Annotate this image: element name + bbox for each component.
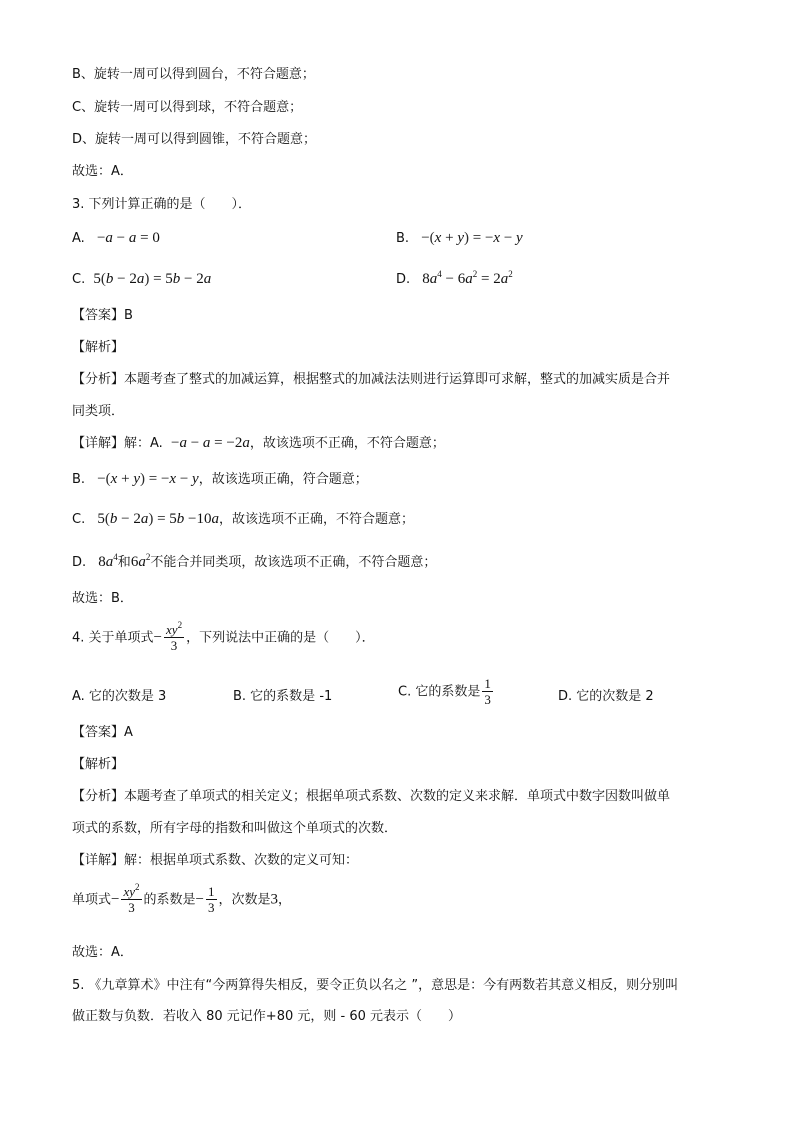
analysis-text: 同类项． — [72, 404, 125, 419]
text-line: D、旋转一周可以得到圆锥，不符合题意； — [72, 132, 317, 147]
option-c: C. 它的系数是 $\frac{1}{3}$ — [398, 676, 491, 707]
option-d: D. 它的次数是 2 — [558, 689, 654, 704]
analysis-heading: 【解析】 — [72, 757, 125, 772]
detail-coefficient: 单项式− $\frac{xy^2}{3}$ 的系数是− $\frac{1}{3}$ ，次数是3， — [72, 882, 292, 915]
text-line: 故选：B． — [72, 591, 133, 606]
text-line: C、旋转一周可以得到球，不符合题意； — [72, 100, 303, 115]
detail-b: B. −(x + y) = −x − y，故该选项正确，符合题意； — [72, 471, 368, 487]
question-stem: 5. 《九章算术》中注有“今两算得失相反，要令正负以名之 ”，意思是：今有两数若其意义相反，则分别叫 — [72, 978, 679, 993]
option-b: B. 它的系数是 -1 — [233, 689, 333, 704]
answer: 【答案】A — [72, 725, 133, 740]
option-a: A. −a − a = 0 — [72, 230, 160, 246]
option-b: B. −(x + y) = −x − y — [396, 230, 523, 246]
fraction: $\frac{1}{3}$ — [484, 676, 491, 707]
detail-a: 【详解】解：A. −a − a = −2a，故该选项不正确，不符合题意； — [72, 435, 445, 451]
option-c: C. 5(b − 2a) = 5b − 2a — [72, 271, 212, 287]
option-d: D. $8a^4 - 6a^2 = 2a^2$ — [396, 269, 513, 287]
analysis-heading: 【解析】 — [72, 340, 125, 355]
text-line: 故选：A． — [72, 945, 133, 960]
detail-d: D. $8a^4$和$6a^2$不能合并同类项，故该选项不正确，不符合题意； — [72, 552, 437, 570]
formula: −(x + y) = −x − y — [421, 230, 523, 246]
detail-c: C. 5(b − 2a) = 5b −10a，故该选项不正确，不符合题意； — [72, 511, 415, 527]
analysis-text: 【分析】本题考查了单项式的相关定义；根据单项式系数、次数的定义来求解．单项式中数字因数叫做单 — [72, 789, 671, 804]
analysis-text: 项式的系数，所有字母的指数和叫做这个单项式的次数． — [72, 821, 398, 836]
analysis-text: 【分析】本题考查了整式的加减运算，根据整式的加减法法则进行运算即可求解，整式的加减实质是合并 — [72, 372, 671, 387]
formula: $8a^4 - 6a^2 = 2a^2$ — [422, 269, 513, 287]
fraction: $\frac{xy^2}{3}$ — [166, 620, 183, 653]
formula: −a − a = 0 — [96, 230, 160, 246]
formula: 5(b − 2a) = 5b − 2a — [93, 271, 212, 287]
question-stem: 3. 下列计算正确的是（ ）． — [72, 197, 252, 212]
text-line: 故选：A． — [72, 164, 133, 179]
fraction: $\frac{1}{3}$ — [208, 884, 215, 915]
fraction: $\frac{xy^2}{3}$ — [123, 882, 140, 915]
detail-text: 【详解】解：根据单项式系数、次数的定义可知： — [72, 853, 359, 868]
question-stem: 做正数与负数．若收入 80 元记作+80 元，则 - 60 元表示（ ） — [72, 1009, 462, 1024]
option-a: A. 它的次数是 3 — [72, 689, 167, 704]
question-stem: 4. 关于单项式− $\frac{xy^2}{3}$ ，下列说法中正确的是（ ）． — [72, 620, 375, 653]
answer: 【答案】B — [72, 308, 133, 323]
text-line: B、旋转一周可以得到圆台，不符合题意； — [72, 67, 315, 82]
